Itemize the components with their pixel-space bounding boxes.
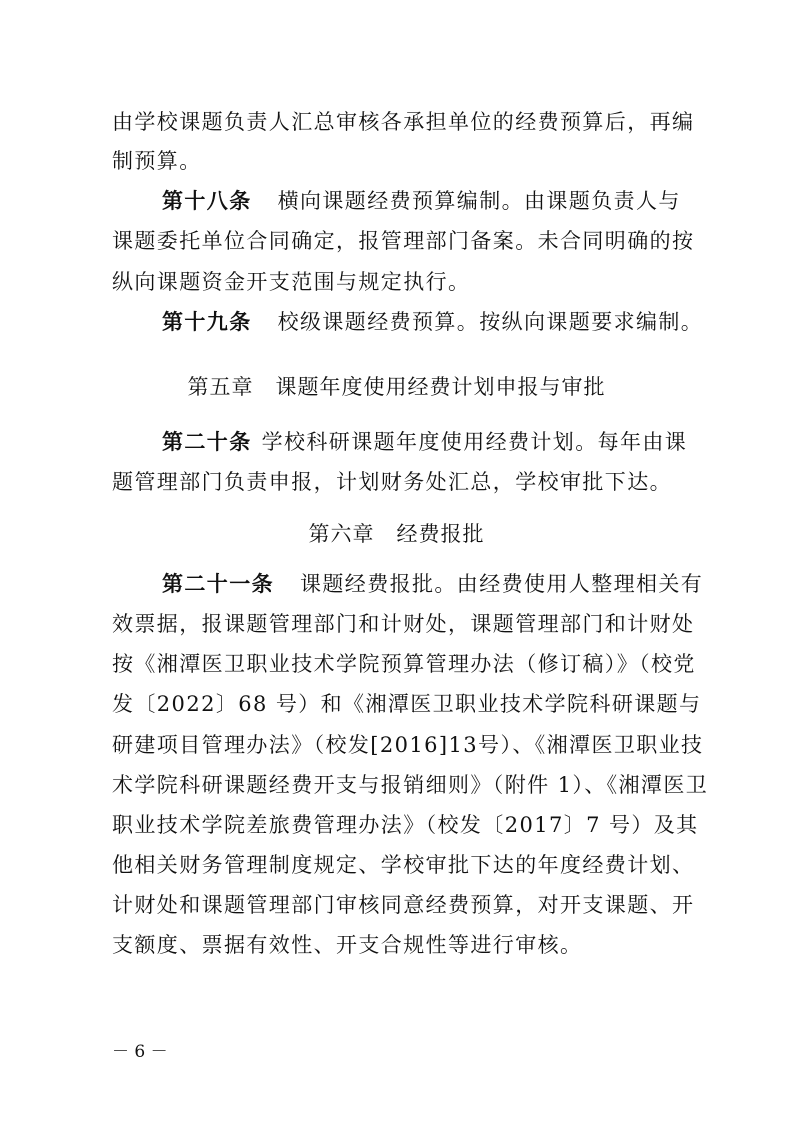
paragraph-line: 由学校课题负责人汇总审核各承担单位的经费预算后，再编 (112, 110, 695, 134)
paragraph-line: 计财处和课题管理部门审核同意经费预算，对开支课题、开 (112, 893, 695, 917)
chapter-heading: 第六章 经费报批 (308, 522, 485, 546)
paragraph-line: 术学院科研课题经费开支与报销细则》（附件 1）、《湘潭医卫 (112, 773, 709, 797)
article-19 (162, 307, 704, 337)
paragraph-line: 制预算。 (112, 149, 202, 173)
paragraph-line: 效票据，报课题管理部门和计财处，课题管理部门和计财处 (112, 612, 695, 636)
article-heading: 第十九条 (162, 310, 252, 334)
page-number: － 6 － (112, 1042, 168, 1062)
article-heading: 第二十一条 (162, 572, 274, 596)
article-text: 课题经费报批。由经费使用人整理相关有 (300, 572, 704, 596)
paragraph-line: 发〔2022〕68 号）和《湘潭医卫职业技术学院科研课题与 (112, 692, 702, 716)
paragraph-line: 课题委托单位合同确定，报管理部门备案。未合同明确的按 (112, 229, 695, 253)
paragraph-line: 按《湘潭医卫职业技术学院预算管理办法（修订稿）》（校党 (112, 652, 696, 676)
paragraph-line: 他相关财务管理制度规定、学校审批下达的年度经费计划、 (112, 853, 695, 877)
article-text: 校级课题经费预算。按纵向课题要求编制。 (277, 310, 704, 334)
paragraph-line: 支额度、票据有效性、开支合规性等进行审核。 (112, 933, 583, 957)
article-text: 横向课题经费预算编制。由课题负责人与 (277, 189, 681, 213)
article-21 (162, 569, 704, 599)
paragraph-line: 研建项目管理办法》（校发[2016]13号）、《湘潭医卫职业技 (112, 733, 704, 757)
article-text: 学校科研课题年度使用经费计划。每年由课 (261, 430, 688, 454)
article-20 (162, 427, 688, 457)
chapter-heading: 第五章 课题年度使用经费计划申报与审批 (187, 375, 606, 399)
article-heading: 第二十条 (162, 430, 252, 454)
paragraph-line: 题管理部门负责申报，计划财务处汇总，学校审批下达。 (112, 470, 672, 494)
paragraph-line: 职业技术学院差旅费管理办法》（校发〔2017〕7 号）及其 (112, 813, 699, 837)
article-18 (162, 186, 684, 216)
paragraph-line: 纵向课题资金开支范围与规定执行。 (112, 270, 471, 294)
article-heading: 第十八条 (162, 189, 252, 213)
